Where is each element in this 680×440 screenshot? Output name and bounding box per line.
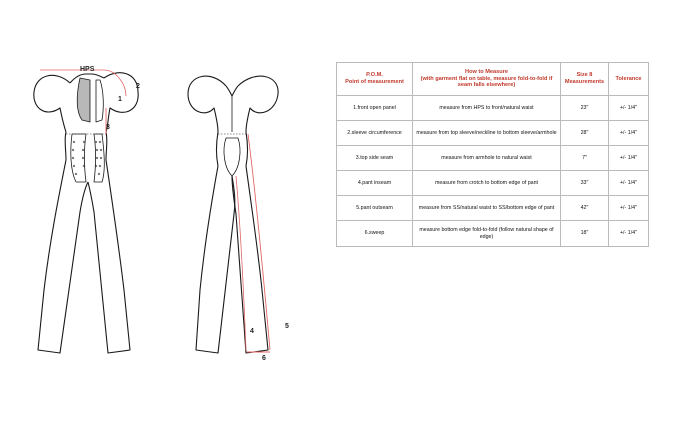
header-size-subtitle: Measurements: [564, 79, 605, 85]
cell-tolerance: +/- 1/4": [609, 121, 649, 146]
cell-tolerance: +/- 1/4": [609, 221, 649, 247]
front-right-leg: [88, 160, 130, 353]
cell-tolerance: +/- 1/4": [609, 171, 649, 196]
header-pom-title: P.O.M.: [366, 72, 383, 79]
header-how-subtitle: (with garment flat on table, measure fold-to-fold if seam falls elsewhere): [420, 75, 553, 89]
cell-size: 42": [561, 196, 609, 221]
cell-pom: 4.pant inseam: [337, 171, 413, 196]
header-size-title: Size 8: [576, 72, 593, 79]
marker-3: 3: [106, 124, 110, 131]
cell-tolerance: +/- 1/4": [609, 146, 649, 171]
cell-how: measure from HPS to front/natural waist: [413, 96, 561, 121]
back-view: [188, 76, 278, 353]
back-outseam-measure: [248, 134, 270, 350]
back-left-leg: [196, 166, 235, 353]
table-row: [337, 146, 649, 171]
cell-how: measure from SS/natural waist to SS/bottom edge of pant: [413, 196, 561, 221]
marker-1: 1: [118, 96, 122, 103]
cell-tolerance: +/- 1/4": [609, 196, 649, 221]
measurement-spec-table: [336, 62, 649, 247]
front-view: [34, 70, 138, 353]
cell-how: measure from crotch to bottom edge of pant: [413, 171, 561, 196]
cell-pom: 6.sweep: [337, 221, 413, 247]
header-size: [561, 63, 609, 96]
cell-size: 33": [561, 171, 609, 196]
marker-5: 5: [285, 323, 289, 330]
header-tolerance: Tolerance: [609, 63, 649, 96]
cell-how: measure from top sleeve/neckline to bottom sleeve/armhole: [413, 121, 561, 146]
front-bodice-left: [65, 132, 66, 160]
back-right-sleeve: [238, 76, 278, 132]
table-header-row: [337, 63, 649, 96]
marker-4: 4: [250, 328, 254, 335]
cell-pom: 3.top side seam: [337, 146, 413, 171]
front-left-sleeve: [34, 75, 70, 132]
cell-size: 7": [561, 146, 609, 171]
table-row: [337, 196, 649, 221]
marker-6: 6: [262, 355, 266, 362]
back-neckline: [226, 86, 238, 96]
header-how: [413, 63, 561, 96]
front-button-dots: [72, 141, 102, 175]
cell-size: 28": [561, 121, 609, 146]
back-inseam-measure: [236, 176, 246, 350]
front-bodice-right: [106, 132, 107, 160]
cell-pom: 2.sleeve circumference: [337, 121, 413, 146]
back-bodice-left: [217, 132, 219, 166]
back-left-sleeve: [188, 76, 226, 132]
marker-2: 2: [136, 83, 140, 90]
front-left-leg: [38, 160, 88, 353]
header-pom: [337, 63, 413, 96]
table-row: [337, 96, 649, 121]
cell-pom: 5.pant outseam: [337, 196, 413, 221]
cell-size: 18": [561, 221, 609, 247]
header-pom-subtitle: Point of measurement: [345, 79, 404, 85]
back-seat-panel: [224, 138, 240, 176]
back-bodice-right: [246, 132, 248, 166]
marker-hps: HPS: [80, 66, 95, 73]
header-how-title: How to Measure: [465, 68, 508, 75]
front-lining: [77, 78, 90, 122]
table-row: [337, 221, 649, 247]
cell-pom: 1.front open panel: [337, 96, 413, 121]
front-lining-right: [96, 80, 103, 122]
table-row: [337, 121, 649, 146]
table-row: [337, 171, 649, 196]
cell-how: measure from armhole to natural waist: [413, 146, 561, 171]
cell-how: measure bottom edge fold-to-fold (follow natural shape of edge): [413, 221, 561, 247]
cell-size: 23": [561, 96, 609, 121]
cell-tolerance: +/- 1/4": [609, 96, 649, 121]
